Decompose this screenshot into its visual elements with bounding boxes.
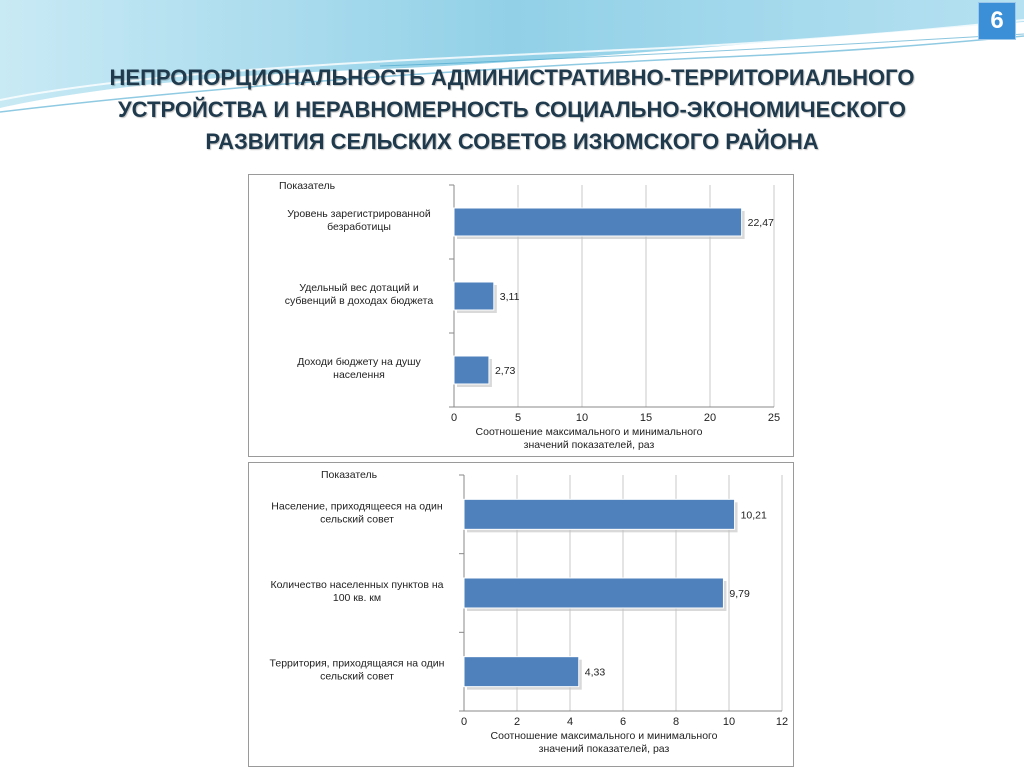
chart-2-svg <box>249 463 793 766</box>
bar <box>454 356 489 384</box>
category-axis-title: Показатель <box>321 469 378 481</box>
slide-title <box>40 62 984 158</box>
x-axis-title: значений показателей, раз <box>538 743 670 755</box>
chart-unemployment-budget <box>248 174 794 457</box>
x-tick-label: 20 <box>703 412 717 424</box>
data-label: 2,73 <box>494 365 516 377</box>
bar <box>454 282 494 310</box>
x-tick-label: 10 <box>575 412 589 424</box>
x-tick-label: 2 <box>513 716 521 728</box>
category-label: Доходи бюджету на душу <box>297 356 421 368</box>
category-label: Уровень зарегистрированной <box>287 208 431 220</box>
bar <box>454 208 742 236</box>
title-line-1: НЕПРОПОРЦИОНАЛЬНОСТЬ АДМИНИСТРАТИВНО-ТЕРРИТОРИАЛЬНОГО <box>109 65 915 90</box>
x-tick-label: 0 <box>460 716 468 728</box>
x-tick-label: 0 <box>450 412 458 424</box>
x-tick-label: 6 <box>619 716 627 728</box>
slide-number-badge: 6 <box>978 2 1016 40</box>
title-line-2: УСТРОЙСТВА И НЕРАВНОМЕРНОСТЬ СОЦИАЛЬНО-ЭКОНОМИЧЕСКОГО <box>118 97 906 122</box>
category-label: Территория, приходящаяся на один <box>269 657 445 670</box>
chart-1-svg <box>249 175 793 456</box>
bar <box>464 499 735 529</box>
data-label: 3,11 <box>499 291 520 303</box>
data-label: 22,47 <box>747 217 774 229</box>
x-tick-label: 5 <box>514 412 522 424</box>
data-label: 9,79 <box>729 588 750 600</box>
category-label: населення <box>333 369 385 381</box>
category-label: Количество населенных пунктов на <box>270 579 444 591</box>
x-tick-label: 10 <box>722 716 736 728</box>
category-label: сельский совет <box>320 513 394 526</box>
x-tick-label: 15 <box>639 412 653 424</box>
chart-population-territory <box>248 462 794 767</box>
x-axis-title: Соотношение максимального и минимального <box>475 426 703 438</box>
category-label: субвенций в доходах бюджета <box>284 295 434 307</box>
title-line-3: РАЗВИТИЯ СЕЛЬСКИХ СОВЕТОВ ИЗЮМСКОГО РАЙОНА <box>205 129 819 154</box>
x-tick-label: 25 <box>767 412 781 424</box>
data-label: 10,21 <box>740 509 767 522</box>
category-label: сельский совет <box>320 670 394 683</box>
x-tick-label: 4 <box>566 716 574 728</box>
x-axis-title: значений показателей, раз <box>523 439 655 451</box>
bar <box>464 657 579 687</box>
bar <box>464 578 723 608</box>
x-tick-label: 12 <box>775 716 789 728</box>
data-label: 4,33 <box>584 666 606 679</box>
category-label: Удельный вес дотаций и <box>299 282 419 294</box>
x-tick-label: 8 <box>672 716 680 728</box>
category-label: Население, приходящееся на один <box>271 500 443 513</box>
category-label: 100 кв. км <box>332 592 382 604</box>
category-axis-title: Показатель <box>279 180 336 192</box>
category-label: безработицы <box>327 221 391 233</box>
x-axis-title: Соотношение максимального и минимального <box>490 730 718 742</box>
